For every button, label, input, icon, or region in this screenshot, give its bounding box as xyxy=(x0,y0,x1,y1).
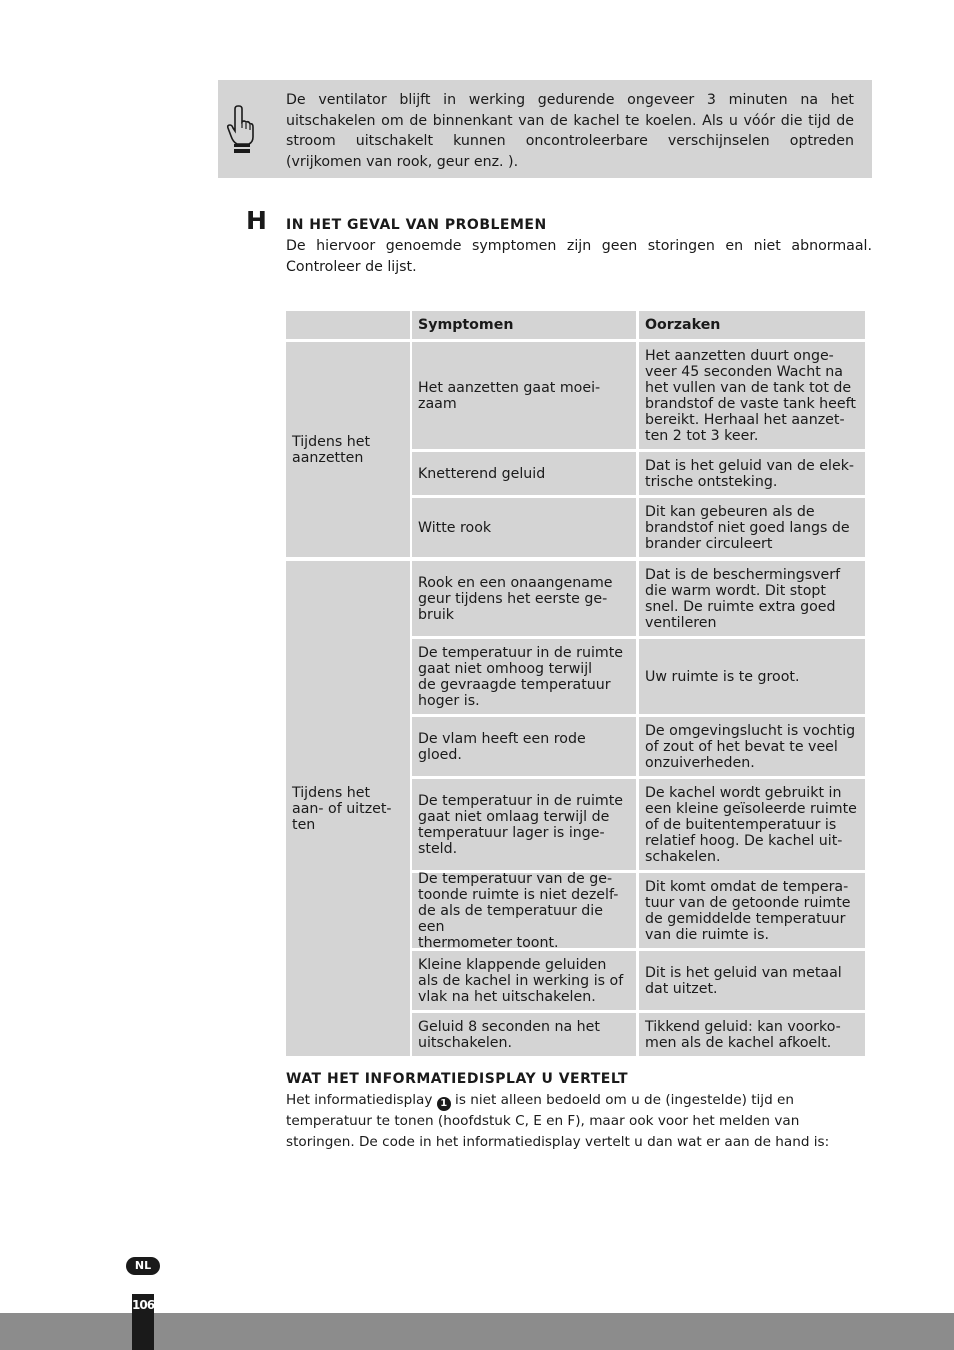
display-heading: WAT HET INFORMATIEDISPLAY U VERTELT xyxy=(286,1071,629,1087)
table-header-symptoms: Symptomen xyxy=(412,311,636,339)
section-heading: IN HET GEVAL VAN PROBLEMEN xyxy=(286,217,547,233)
symptom-cell: Geluid 8 seconden na het uitschakelen. xyxy=(412,1013,636,1056)
group-label: Tijdens het aan- of uitzet- ten xyxy=(286,561,410,1056)
section-letter: H xyxy=(246,206,267,235)
cause-cell: Tikkend geluid: kan voorko- men als de kachel afkoelt. xyxy=(639,1013,865,1056)
symptom-cell: Het aanzetten gaat moei- zaam xyxy=(412,342,636,449)
page-number: 106 xyxy=(132,1294,154,1350)
cause-cell: Dit kan gebeuren als de brandstof niet goed langs de brander circuleert xyxy=(639,498,865,557)
note-text: De ventilator blijft in werking gedurende ongeveer 3 minuten na het uitschakelen om de binnenkant van de kachel te koelen. Als u vóór die tijd de stroom uitschakelt kunnen oncontroleerbare verschijnselen optreden (vrijkomen van rook, geur enz. ). xyxy=(286,92,854,170)
cause-cell: De omgevingslucht is vochtig of zout of het bevat te veel onzuiverheden. xyxy=(639,717,865,776)
symptom-cell: Rook en een onaangename geur tijdens het eerste ge- bruik xyxy=(412,561,636,636)
symptom-cell: De temperatuur in de ruimte gaat niet omhoog terwijl de gevraagde temperatuur hoger is. xyxy=(412,639,636,714)
cause-cell: Dat is het geluid van de elek- trische ontsteking. xyxy=(639,452,865,495)
number-one-icon: 1 xyxy=(437,1097,451,1111)
cause-cell: Dit komt omdat de tempera- tuur van de getoonde ruimte de gemiddelde temperatuur van die ruimte is. xyxy=(639,873,865,948)
table-header-blank xyxy=(286,311,410,339)
symptom-cell: Knetterend geluid xyxy=(412,452,636,495)
symptom-cell: De temperatuur in de ruimte gaat niet omlaag terwijl de temperatuur lager is inge- steld. xyxy=(412,779,636,870)
cause-cell: Het aanzetten duurt onge- veer 45 seconden Wacht na het vullen van de tank tot de brandstof de vaste tank heeft bereikt. Herhaal het aanzet- ten 2 tot 3 keer. xyxy=(639,342,865,449)
group-label: Tijdens het aanzetten xyxy=(286,342,410,557)
symptom-cell: De vlam heeft een rode gloed. xyxy=(412,717,636,776)
table-header-causes: Oorzaken xyxy=(639,311,865,339)
language-badge: NL xyxy=(126,1257,160,1275)
symptom-cell: De temperatuur van de ge- toonde ruimte is niet dezelf- de als de temperatuur die een thermometer toont. xyxy=(412,873,636,948)
cause-cell: Dit is het geluid van metaal dat uitzet. xyxy=(639,951,865,1010)
symptom-cell: Witte rook xyxy=(412,498,636,557)
cause-cell: De kachel wordt gebruikt in een kleine geïsoleerde ruimte of de buitentemperatuur is relatief hoog. De kachel uit- schakelen. xyxy=(639,779,865,870)
display-text: Het informatiedisplay 1 is niet alleen bedoeld om u de (ingestelde) tijd en temperatuur te tonen (hoofdstuk C, E en F), maar ook voor het melden van storingen. De code in het informatiedisplay vertelt u dan wat er aan de hand is: xyxy=(286,1092,830,1150)
section-intro: De hiervoor genoemde symptomen zijn geen storingen en niet abnormaal. Controleer de lijst. xyxy=(286,238,872,275)
pointing-hand-icon xyxy=(226,104,256,154)
cause-cell: Uw ruimte is te groot. xyxy=(639,639,865,714)
warning-note xyxy=(218,80,872,178)
symptom-cell: Kleine klappende geluiden als de kachel in werking is of vlak na het uitschakelen. xyxy=(412,951,636,1010)
cause-cell: Dat is de beschermingsverf die warm wordt. Dit stopt snel. De ruimte extra goed ventileren xyxy=(639,561,865,636)
